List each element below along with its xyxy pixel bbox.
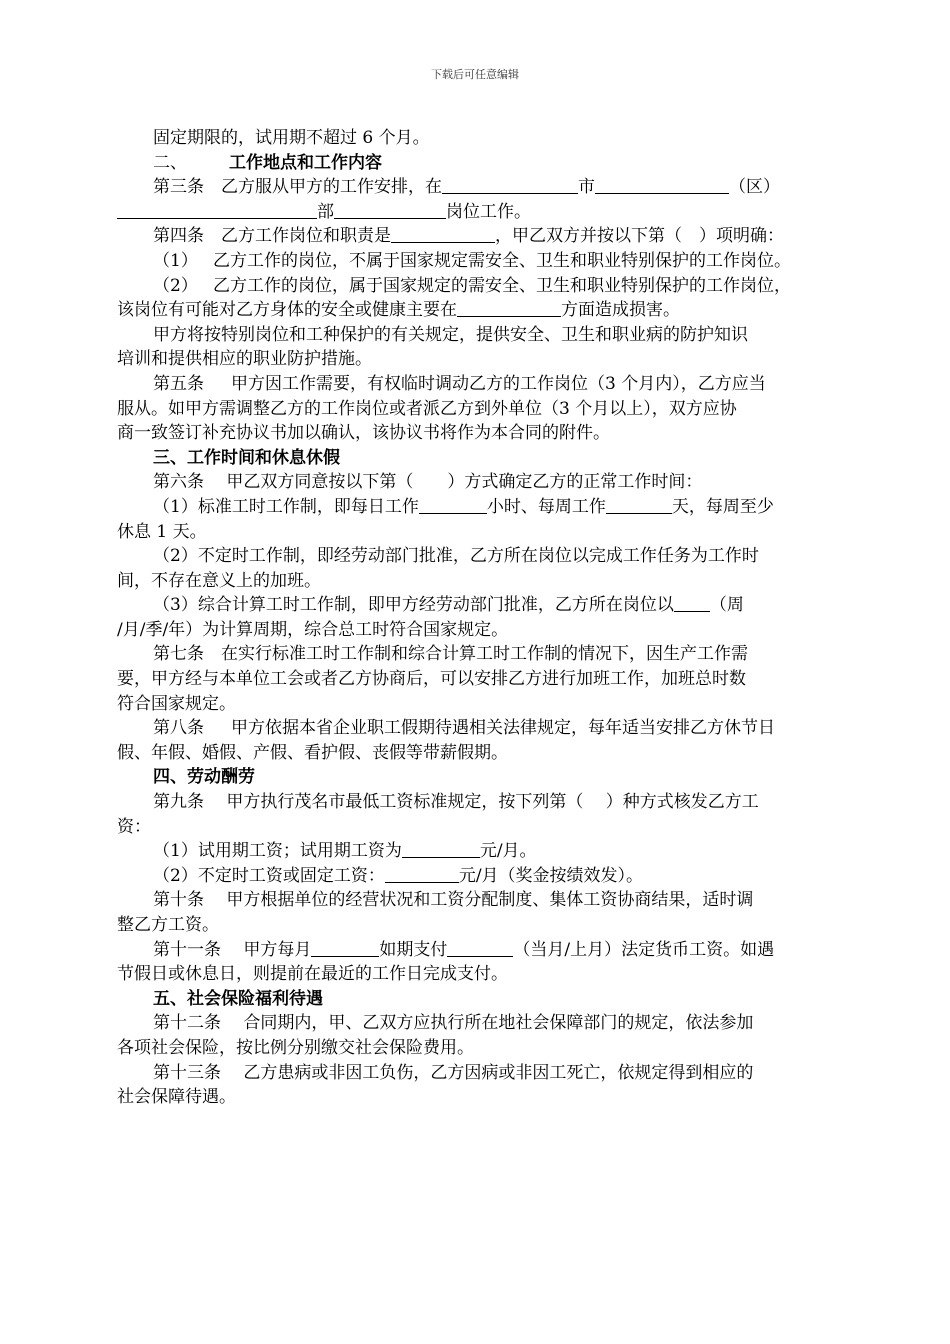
text-line: 第六条 甲乙双方同意按以下第（ ）方式确定乙方的正常工作时间： [153,472,703,493]
text-line: 资： [117,816,151,837]
text-line: 第九条 甲方执行茂名市最低工资标准规定，按下列第（ ）种方式核发乙方工 [153,792,759,813]
fixed-wage-blank[interactable] [385,864,459,883]
district-blank[interactable] [595,175,729,194]
text-line: 间，不存在意义上的加班。 [117,570,321,591]
section-heading: 四、劳动酬劳 [153,767,255,788]
text-line: （1）标准工时工作制，即每日工作 小时、每周工作 天，每周至少 [153,496,774,517]
text-line: 商一致签订补充协议书加以确认，该协议书将作为本合同的附件。 [117,423,610,444]
text-line: 整乙方工资。 [117,915,219,935]
article-3-line-2: 部 岗位工作。 [117,200,837,225]
text-line: 该岗位有可能对乙方身体的安全或健康主要在 方面造成损害。 [117,300,680,321]
text-line: 甲方将按特别岗位和工种保护的有关规定，提供安全、卫生和职业病的防护知识 [153,324,748,345]
article-3-line: 第三条 乙方服从甲方的工作安排，在 市 （区） [153,177,780,198]
pay-day-blank[interactable] [311,938,379,957]
text-line: 符合国家规定。 [117,693,236,714]
contract-body [117,126,837,1110]
section-heading: 五、社会保险福利待遇 [153,988,323,1009]
pay-month-blank[interactable] [447,938,513,957]
city-blank[interactable] [442,175,578,194]
list-item: （2） 乙方工作的岗位，属于国家规定的需安全、卫生和职业特别保护的工作岗位， [153,275,791,296]
text-line: 第十三条 乙方患病或非因工负伤，乙方因病或非因工死亡，依规定得到相应的 [153,1062,754,1083]
hours-blank[interactable] [419,495,487,514]
duty-blank[interactable] [391,224,495,243]
article-4-line: 第四条 乙方工作岗位和职责是 ，甲乙双方并按以下第（ ）项明确： [153,226,784,247]
text-line: 休息 1 天。 [117,521,207,542]
section-heading: 三、工作时间和休息休假 [153,447,340,468]
text-line: 第七条 在实行标准工时工作制和综合计算工时工作制的情况下，因生产工作需 [153,644,748,665]
days-blank[interactable] [606,495,672,514]
list-item: （1） 乙方工作的岗位，不属于国家规定需安全、卫生和职业特别保护的工作岗位。 [153,250,791,271]
text-line: 培训和提供相应的职业防护措施。 [117,349,372,370]
damage-blank[interactable] [457,298,561,317]
header-note: 下载后可任意编辑 [431,68,519,81]
post-blank[interactable] [334,200,446,219]
period-blank[interactable] [674,593,710,612]
text-line: 要，甲方经与本单位工会或者乙方协商后，可以安排乙方进行加班工作，加班总时数 [117,669,746,690]
article-8: 第八条 甲方依据本省企业职工假期待遇相关法律规定，每年适当安排乙方休节日 [153,718,775,739]
text-line: （2）不定时工作制，即经劳动部门批准，乙方所在岗位以完成工作任务为工作时 [153,546,759,567]
text-line: （2）不定时工资或固定工资： 元/月（奖金按绩效发）。 [153,865,644,886]
department-blank[interactable] [117,200,317,219]
text-line: 第十条 甲方根据单位的经营状况和工资分配制度、集体工资协商结果，适时调 [153,890,754,911]
text-line: /月/季/年）为计算周期，综合总工时符合国家规定。 [117,619,509,640]
text-line: 固定期限的，试用期不超过 6 个月。 [153,128,430,148]
text-line: （3）综合计算工时工作制，即甲方经劳动部门批准，乙方所在岗位以 （周 [153,595,744,616]
text-line: 社会保障待遇。 [117,1087,236,1108]
text-line: 服从。如甲方需调整乙方的工作岗位或者派乙方到外单位（3 个月以上），双方应协 [117,398,737,419]
section-heading: 二、 工作地点和工作内容 [153,152,382,173]
text-line: 第十一条 甲方每月 如期支付 （当月/上月）法定货币工资。如遇 [153,939,775,960]
text-line: 节假日或休息日，则提前在最近的工作日完成支付。 [117,964,508,985]
text-line: （1）试用期工资；试用期工资为 元/月。 [153,841,537,862]
text-line: 假、年假、婚假、产假、看护假、丧假等带薪假期。 [117,742,508,763]
text-line: 第十二条 合同期内，甲、乙双方应执行所在地社会保障部门的规定，依法参加 [153,1013,754,1034]
text-line: 各项社会保险，按比例分别缴交社会保险费用。 [117,1037,474,1058]
probation-wage-blank[interactable] [402,839,480,858]
article-5: 第五条 甲方因工作需要，有权临时调动乙方的工作岗位（3 个月内），乙方应当 [153,373,766,394]
